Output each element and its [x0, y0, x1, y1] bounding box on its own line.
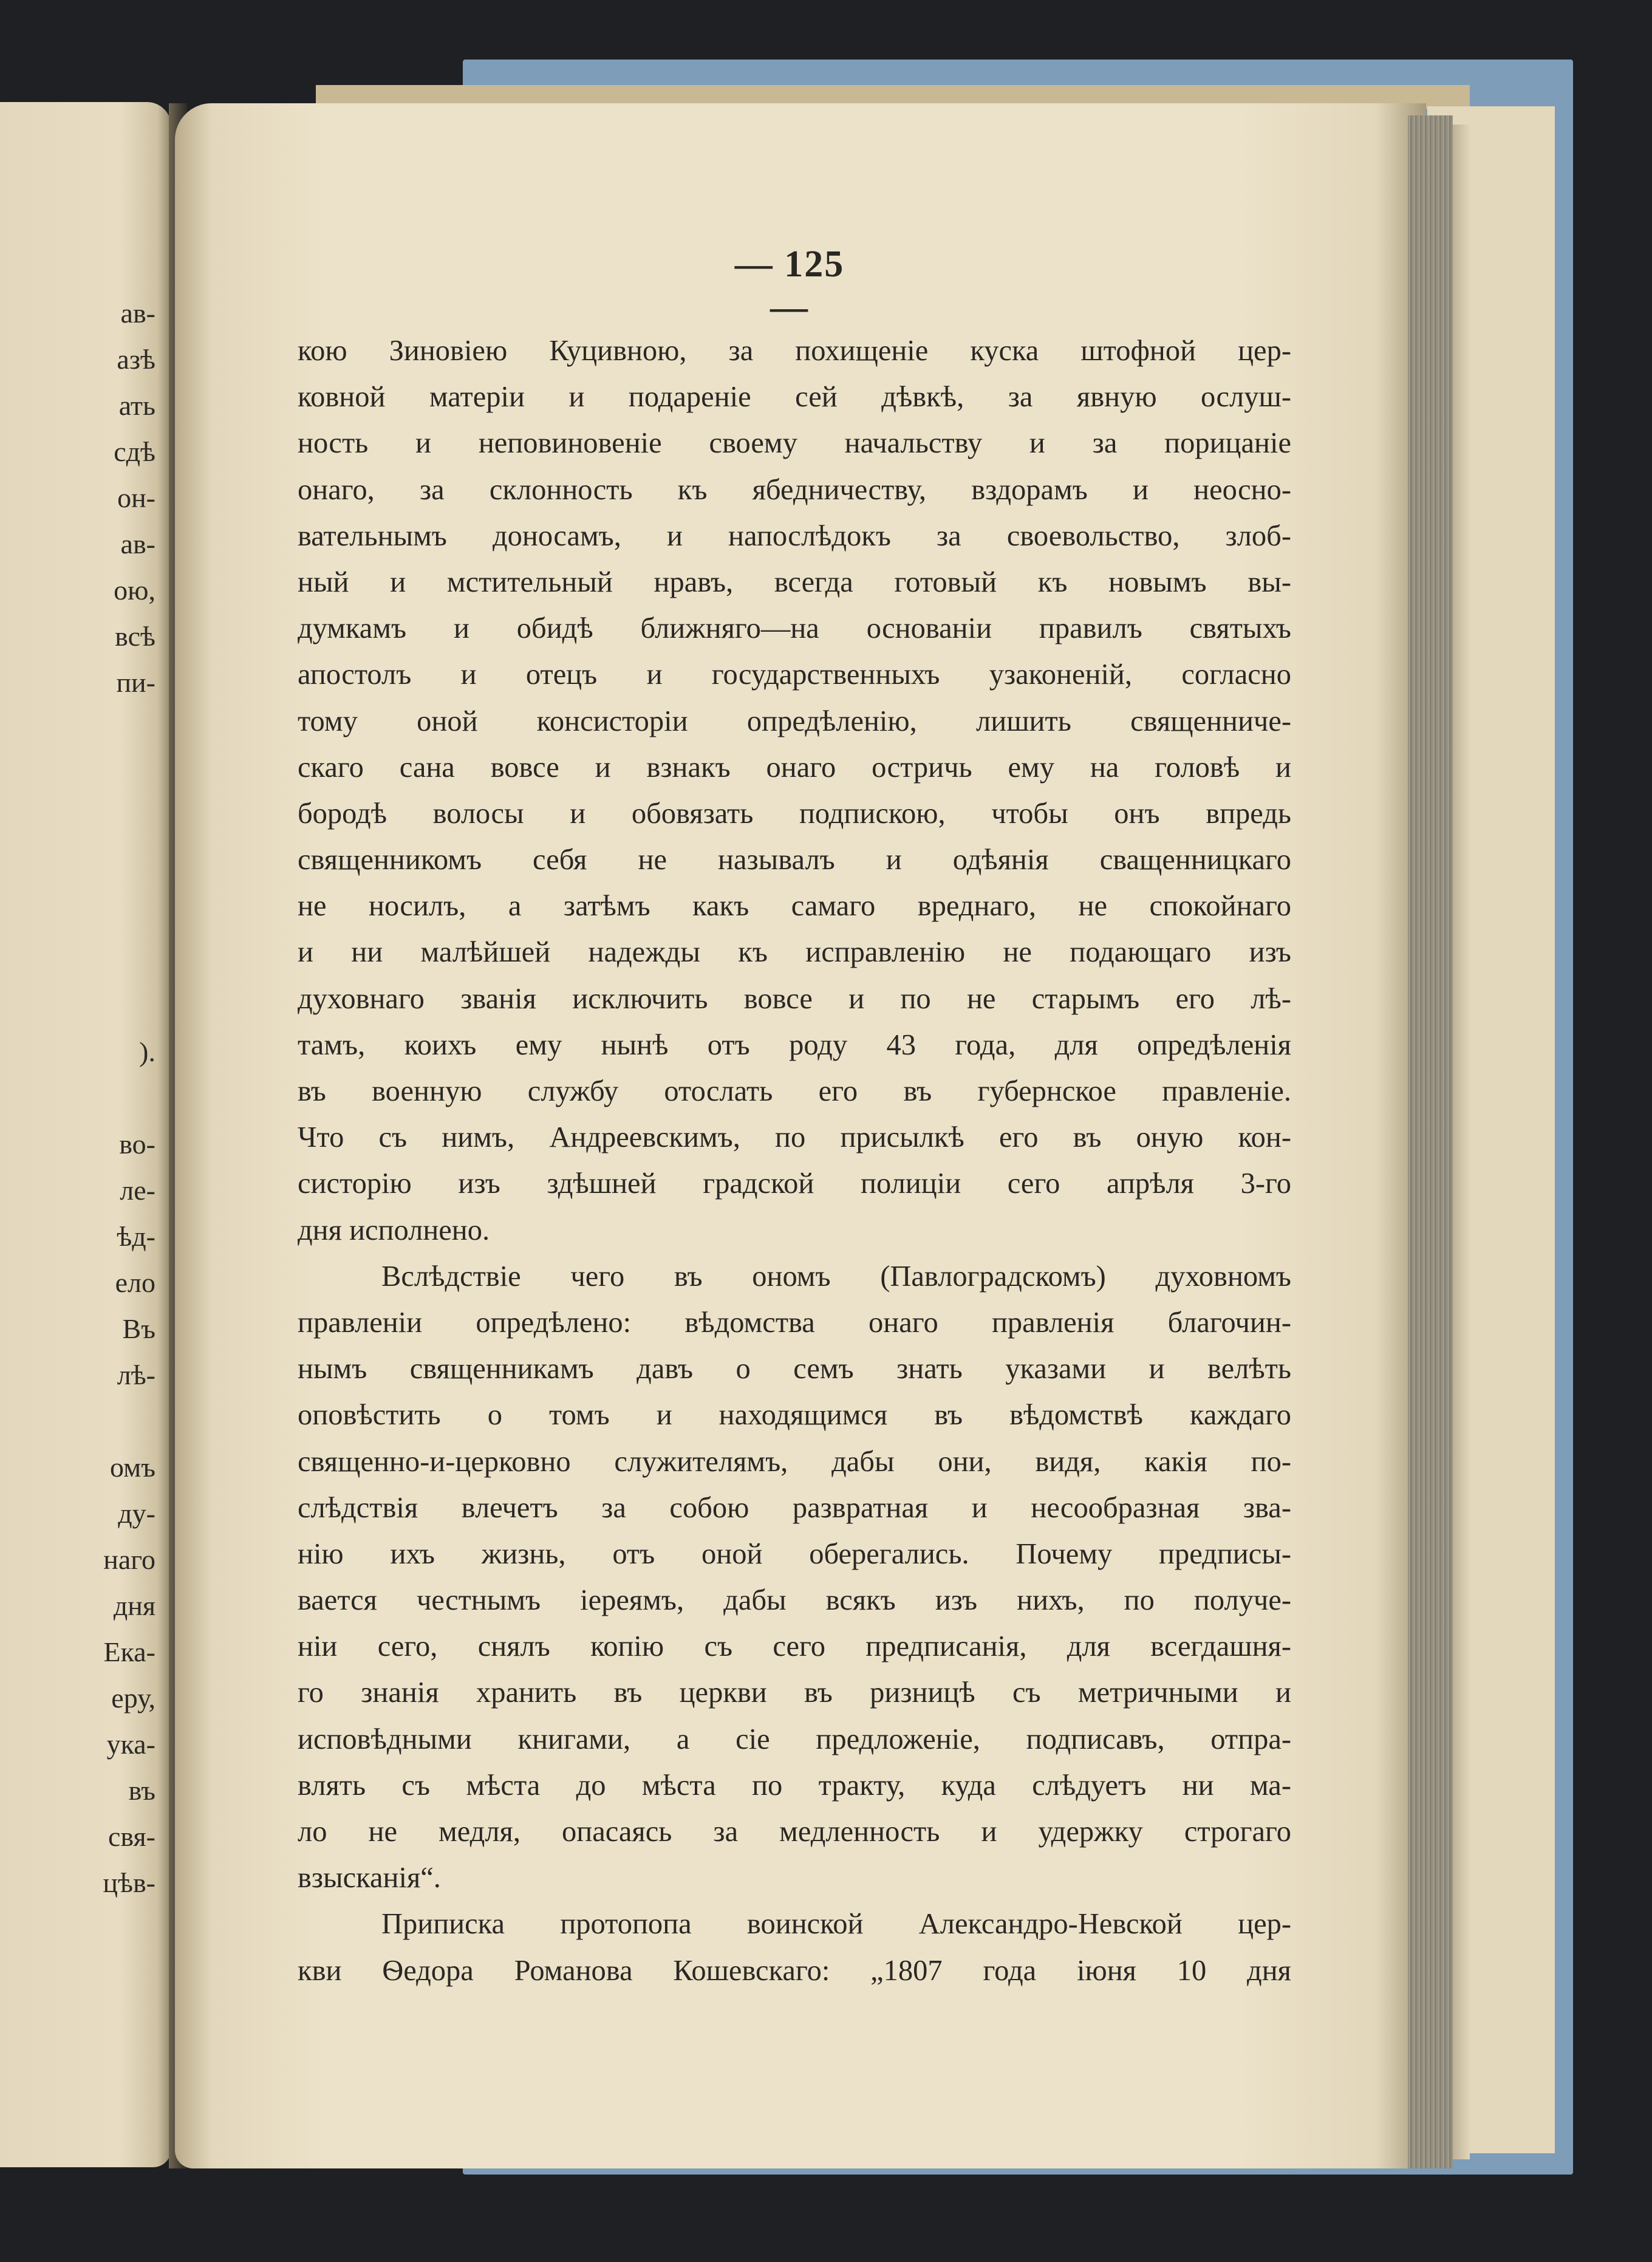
text-line: систорію изъ здѣшней градской полиціи сего апрѣля 3-го [298, 1167, 1291, 1200]
left-page-line [34, 1398, 155, 1444]
text-line: кви Ѳедора Романова Кошевскаго: „1807 года іюня 10 дня [298, 1954, 1291, 1987]
text-line: ковной матеріи и подареніе сей дѣвкѣ, за явную ослуш- [298, 381, 1291, 414]
body-text [298, 328, 1291, 1994]
left-page-line: ука- [106, 1729, 155, 1760]
left-page-line: ду- [118, 1498, 155, 1529]
left-page-line: ою, [114, 575, 155, 606]
text-line: исповѣдными книгами, а сіе предложеніе, подписавъ, отпра- [298, 1723, 1291, 1755]
text-line: не носилъ, а затѣмъ какъ самаго вреднаго, не спокойнаго [298, 890, 1291, 923]
left-page-line: дня [113, 1590, 155, 1621]
text-line: нымъ священникамъ давъ о семъ знать указами и велѣть [298, 1353, 1291, 1386]
text-line: ніи сего, снялъ копію съ сего предписанія, для всегдашня- [298, 1630, 1291, 1663]
left-page-line [34, 937, 155, 983]
left-page-line: наго [103, 1544, 155, 1575]
text-line: слѣдствія влечетъ за собою развратная и несообразная зва- [298, 1491, 1291, 1524]
text-line: правленіи опредѣлено: вѣдомства онаго правленія благочин- [298, 1306, 1291, 1339]
text-line: вается честнымъ іереямъ, дабы всякъ изъ нихъ, по получе- [298, 1584, 1291, 1617]
text-line: онаго, за склонность къ ябедничеству, вздорамъ и неосно- [298, 473, 1291, 506]
page-number: — 125 — [734, 244, 845, 328]
text-line: священно-и-церковно служителямъ, дабы они, видя, какія по- [298, 1445, 1291, 1478]
left-page-line: Въ [122, 1313, 155, 1344]
fore-edge [1453, 125, 1470, 2159]
left-page-line: ать [118, 390, 155, 421]
text-line: ность и неповиновеніе своему начальству и за порицаніе [298, 427, 1291, 460]
left-page-line: ав- [120, 528, 155, 559]
left-page-line: ав- [120, 298, 155, 329]
left-page [0, 102, 171, 2167]
text-line: го знанія хранить въ церкви въ ризницѣ съ метричными и [298, 1676, 1291, 1709]
left-page-line [34, 844, 155, 890]
text-line: въ военную службу отослать его въ губернское правленіе. [298, 1075, 1291, 1107]
text-line: Вслѣдствіе чего въ ономъ (Павлоградскомъ) духовномъ [381, 1260, 1291, 1293]
left-page-line: пи- [116, 667, 155, 698]
left-page-line: еру, [111, 1683, 155, 1714]
text-line: и ни малѣйшей надежды къ исправленію не подающаго изъ [298, 936, 1291, 969]
left-page-line: сдѣ [114, 436, 155, 467]
text-line: вательнымъ доносамъ, и напослѣдокъ за своевольство, злоб- [298, 519, 1291, 552]
text-line: кою Зиновіею Куцивною, за похищеніе куска штофной цер- [298, 335, 1291, 367]
text-line: тому оной консисторіи опредѣленію, лишить священниче- [298, 705, 1291, 737]
text-line: апостолъ и отецъ и государственныхъ узаконеній, согласно [298, 658, 1291, 691]
text-line: Приписка протопопа воинской Александро-Невской цер- [381, 1908, 1291, 1941]
left-page-line [34, 983, 155, 1029]
page-edges [1408, 115, 1453, 2168]
left-page-line: ѣд- [117, 1221, 155, 1252]
left-page-line: он- [117, 482, 155, 513]
text-line: священникомъ себя не называлъ и одѣянія сващенницкаго [298, 844, 1291, 876]
text-line: ный и мстительный нравъ, всегда готовый къ новымъ вы- [298, 566, 1291, 598]
text-line: тамъ, коихъ ему нынѣ отъ роду 43 года, для опредѣленія [298, 1028, 1291, 1061]
left-page-line: ). [139, 1036, 155, 1067]
text-line: дня исполнено. [298, 1214, 490, 1246]
left-page-line: во- [119, 1129, 155, 1160]
left-page-line: въ [128, 1775, 155, 1806]
left-page-line: лѣ- [117, 1359, 155, 1390]
text-line: скаго сана вовсе и взнакъ онаго остричь ему на головѣ и [298, 751, 1291, 784]
left-page-line: свя- [108, 1821, 155, 1852]
text-line: духовнаго званія исключить вовсе и по не старымъ его лѣ- [298, 982, 1291, 1015]
left-page-line [34, 706, 155, 752]
left-page-line: ле- [120, 1175, 155, 1206]
left-page-line: ело [115, 1267, 155, 1298]
left-page-line [34, 798, 155, 844]
left-page-line [34, 890, 155, 937]
left-page-line: омъ [109, 1452, 155, 1483]
left-page-text [34, 290, 155, 1906]
text-line: оповѣстить о томъ и находящимся въ вѣдомствѣ каждаго [298, 1399, 1291, 1432]
text-line: ло не медля, опасаясь за медленность и удержку строгаго [298, 1816, 1291, 1848]
left-page-line: цѣв- [103, 1867, 155, 1898]
left-page-line [34, 1075, 155, 1121]
left-page-line: азѣ [117, 344, 155, 375]
left-page-line: всѣ [115, 621, 155, 652]
text-line: нію ихъ жизнь, отъ оной оберегались. Почему предписы- [298, 1537, 1291, 1570]
text-line: думкамъ и обидѣ ближняго—на основаніи правилъ святыхъ [298, 612, 1291, 645]
left-page-line [34, 752, 155, 798]
left-page-line: Ека- [103, 1636, 155, 1667]
text-line: влять съ мѣста до мѣста по тракту, куда слѣдуетъ ни ма- [298, 1769, 1291, 1802]
text-line: Что съ нимъ, Андреевскимъ, по присылкѣ его въ оную кон- [298, 1121, 1291, 1154]
text-line: бородѣ волосы и обовязать подпискою, чтобы онъ впредь [298, 797, 1291, 830]
text-line: взысканія“. [298, 1862, 441, 1895]
